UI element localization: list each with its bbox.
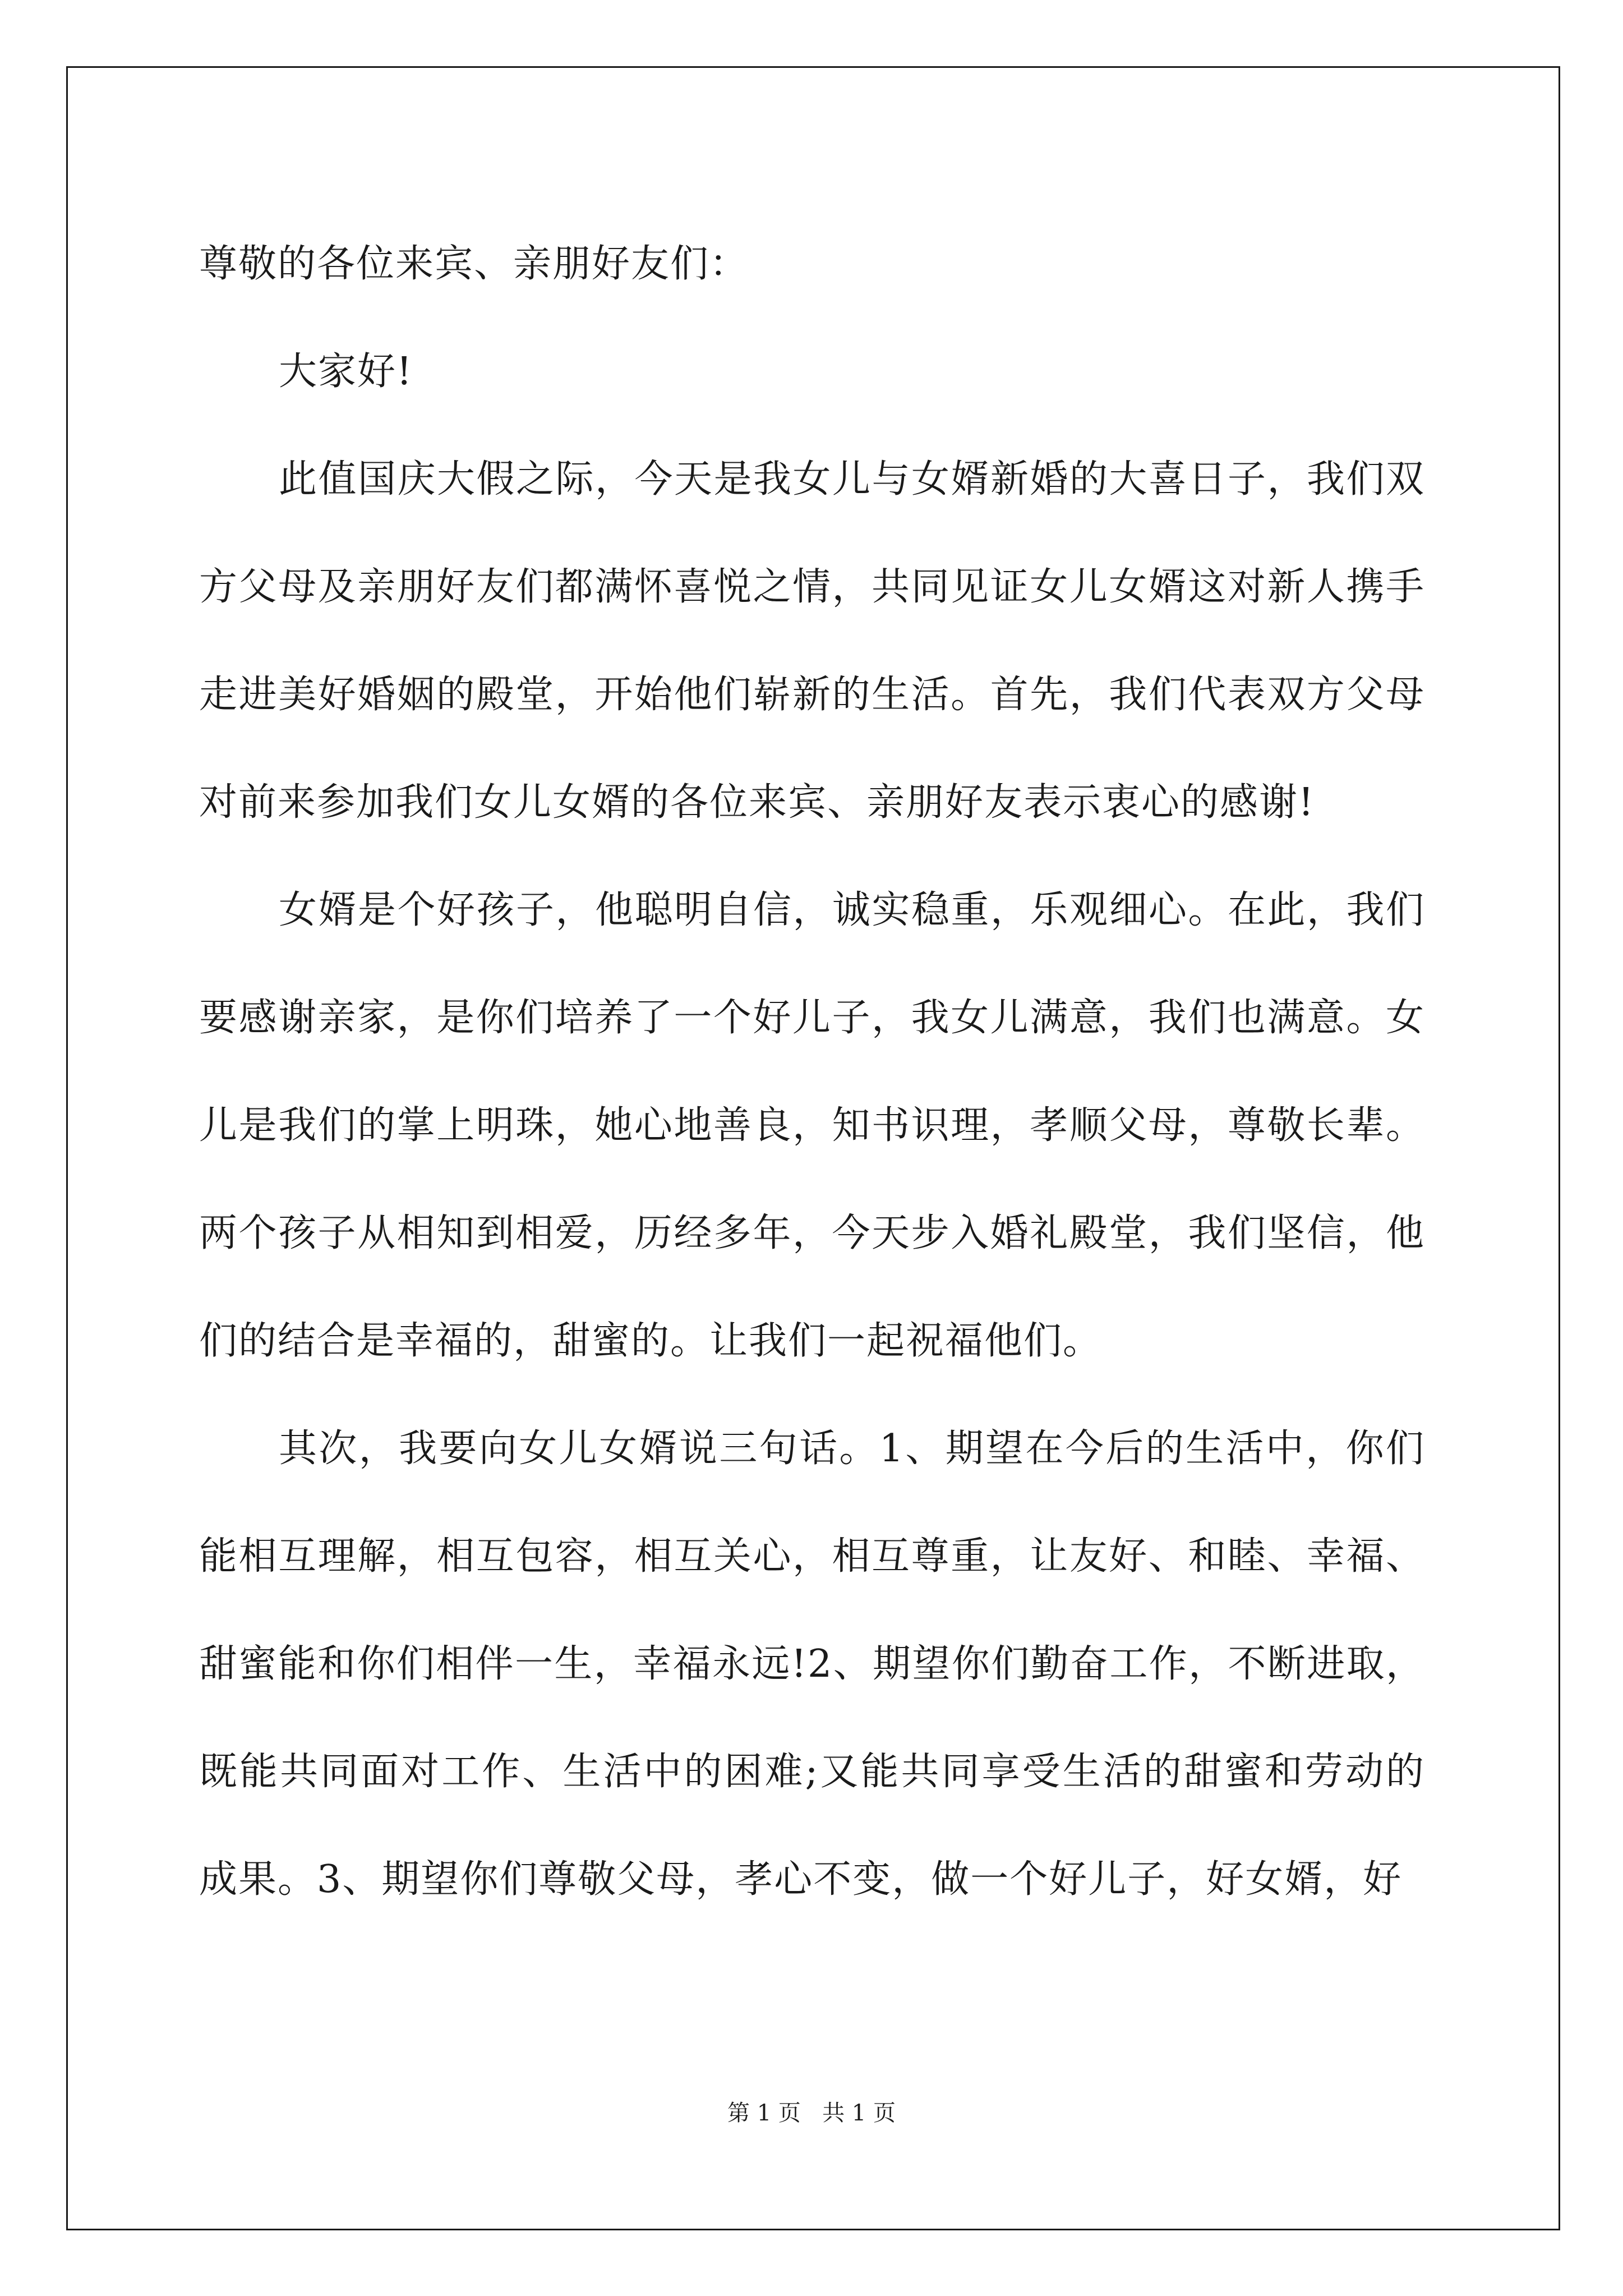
page-number-footer: 第 1 页 共 1 页: [727, 2100, 896, 2126]
paragraph-opening: 此值国庆大假之际，今天是我女儿与女婿新婚的大喜日子，我们双方父母及亲朋好友们都满怀喜悦之情，共同见证女儿女婿这对新人携手走进美好婚姻的殿堂，开始他们崭新的生活。首先，我们代表双方父母对前来参加我们女儿女婿的各位来宾、亲朋好友表示衷心的感谢!: [199, 457, 1425, 825]
document-body: [199, 210, 1425, 1934]
paragraph-greeting: 大家好!: [279, 349, 413, 394]
paragraph-son-in-law: 女婿是个好孩子，他聪明自信，诚实稳重，乐观细心。在此，我们要感谢亲家，是你们培养了一个好儿子，我女儿满意，我们也满意。女儿是我们的掌上明珠，她心地善良，知书识理，孝顺父母，尊敬长辈。两个孩子从相知到相爱，历经多年，今天步入婚礼殿堂，我们坚信，他们的结合是幸福的，甜蜜的。让我们一起祝福他们。: [199, 888, 1425, 1363]
paragraph-three-wishes: 其次，我要向女儿女婿说三句话。1、期望在今后的生活中，你们能相互理解，相互包容，相互关心，相互尊重，让友好、和睦、幸福、甜蜜能和你们相伴一生，幸福永远!2、期望你们勤奋工作，不断进取，既能共同面对工作、生活中的困难;又能共同享受生活的甜蜜和劳动的成果。3、期望你们尊敬父母，孝心不变，做一个好儿子，好女婿，好: [199, 1427, 1425, 1902]
salutation: 尊敬的各位来宾、亲朋好友们：: [199, 242, 749, 286]
